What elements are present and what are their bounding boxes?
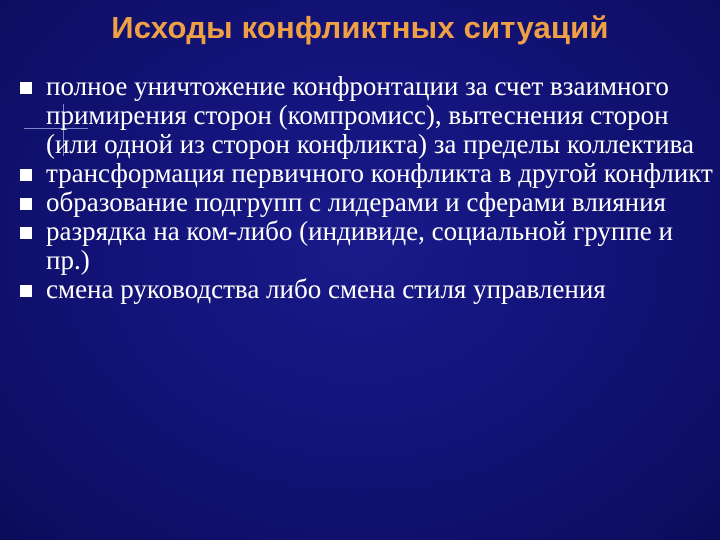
- list-item: [18, 72, 714, 159]
- square-bullet-icon: [20, 285, 32, 297]
- square-bullet-icon: [20, 82, 32, 94]
- bullet-list: [18, 72, 714, 304]
- square-bullet-icon: [20, 169, 32, 181]
- list-item: [18, 275, 714, 304]
- list-item-text: разрядка на ком-либо (индивиде, социальной группе и пр.): [46, 216, 673, 275]
- list-item: [18, 159, 714, 188]
- list-item-text: образование подгрупп с лидерами и сферами влияния: [46, 187, 666, 217]
- slide-title: Исходы конфликтных ситуаций: [111, 10, 609, 45]
- list-item-text: смена руководства либо смена стиля управления: [46, 274, 606, 304]
- list-item: [18, 188, 714, 217]
- square-bullet-icon: [20, 227, 32, 239]
- square-bullet-icon: [20, 198, 32, 210]
- list-item-text: трансформация первичного конфликта в другой конфликт: [46, 158, 713, 188]
- list-item: [18, 217, 714, 275]
- list-item-text: полное уничтожение конфронтации за счет взаимного примирения сторон (компромисс), вытеснения сторон (или одной из сторон конфликта) за пределы коллектива: [46, 71, 695, 159]
